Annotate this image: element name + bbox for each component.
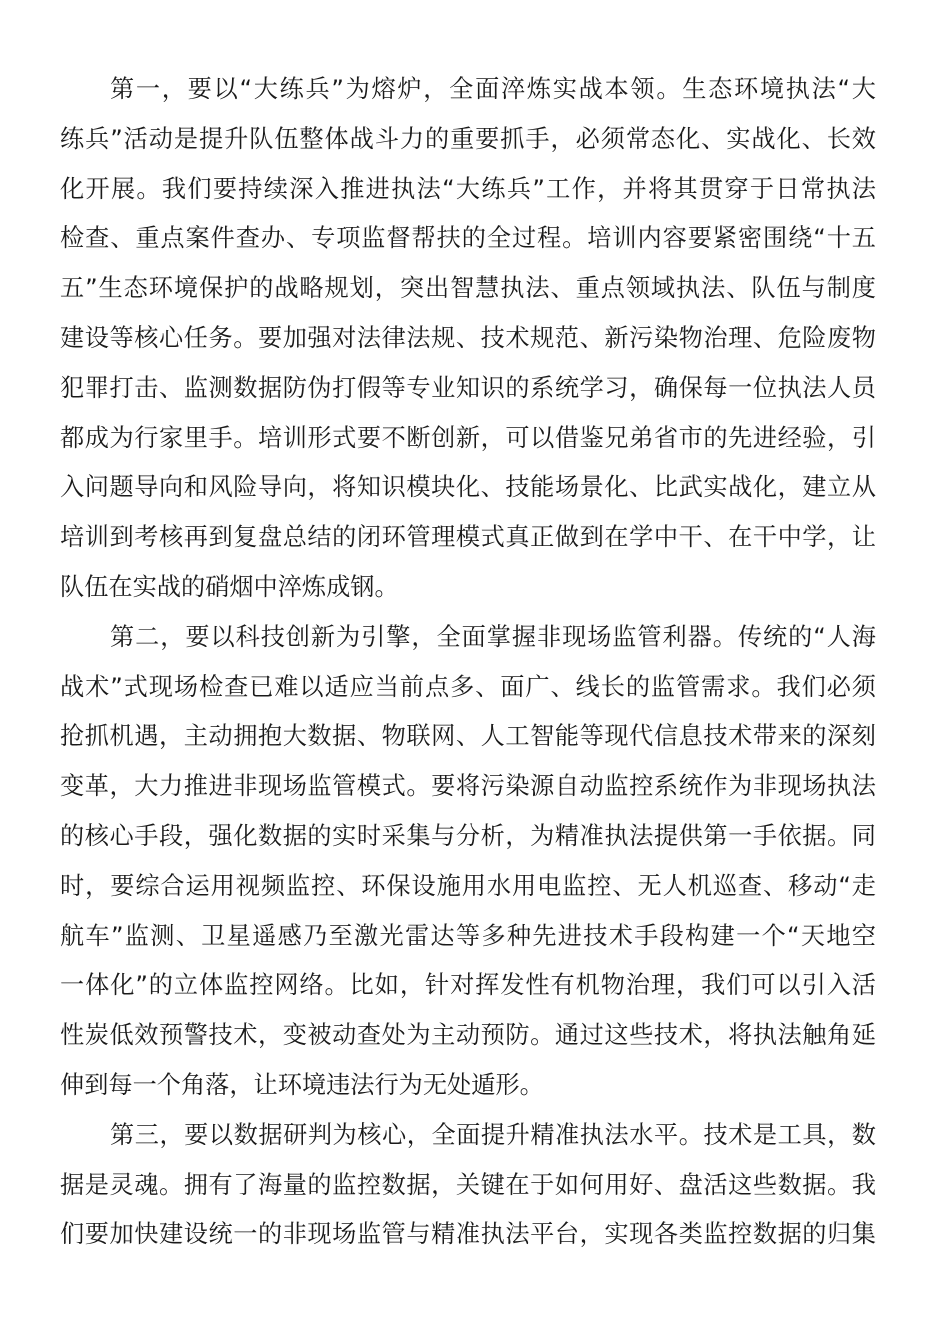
- text-line: 第一，要以“大练兵”为熔炉，全面淬炼实战本领。生态环境执法“大: [110, 75, 876, 103]
- text-line: 性炭低效预警技术，变被动查处为主动预防。通过这些技术，将执法触角延: [60, 1021, 876, 1050]
- text-line: 们要加快建设统一的非现场监管与精准执法平台，实现各类监控数据的归集: [60, 1220, 876, 1249]
- text-line: 抢抓机遇，主动拥抱大数据、物联网、人工智能等现代信息技术带来的深刻: [60, 722, 876, 751]
- paragraph: [60, 1111, 876, 1260]
- text-line: 伸到每一个角落，让环境违法行为无处遁形。: [60, 1070, 544, 1099]
- text-line: 第二，要以科技创新为引擎，全面掌握非现场监管利器。传统的“人海: [110, 622, 876, 651]
- text-line: 培训到考核再到复盘总结的闭环管理模式真正做到在学中干、在干中学，让: [60, 523, 876, 552]
- text-line: 据是灵魂。拥有了海量的监控数据，关键在于如何用好、盘活这些数据。我: [60, 1170, 876, 1199]
- text-line: 建设等核心任务。要加强对法律法规、技术规范、新污染物治理、危险废物: [60, 323, 876, 352]
- text-line: 化开展。我们要持续深入推进执法“大练兵”工作，并将其贯穿于日常执法: [60, 174, 876, 203]
- text-line: 一体化”的立体监控网络。比如，针对挥发性有机物治理，我们可以引入活: [60, 971, 876, 1000]
- text-line: 队伍在实战的硝烟中淬炼成钢。: [60, 572, 399, 601]
- paragraph: [60, 65, 876, 613]
- text-line: 时，要综合运用视频监控、环保设施用水用电监控、无人机巡查、移动“走: [60, 871, 876, 900]
- text-line: 五”生态环境保护的战略规划，突出智慧执法、重点领域执法、队伍与制度: [60, 274, 876, 303]
- text-line: 变革，大力推进非现场监管模式。要将污染源自动监控系统作为非现场执法: [60, 772, 876, 801]
- text-line: 第三，要以数据研判为核心，全面提升精准执法水平。技术是工具，数: [110, 1120, 876, 1149]
- text-line: 检查、重点案件查办、专项监督帮扶的全过程。培训内容要紧密围绕“十五: [60, 224, 876, 253]
- text-line: 的核心手段，强化数据的实时采集与分析，为精准执法提供第一手依据。同: [60, 821, 876, 850]
- paragraph: [60, 613, 876, 1111]
- text-line: 练兵”活动是提升队伍整体战斗力的重要抓手，必须常态化、实战化、长效: [60, 124, 876, 153]
- text-line: 都成为行家里手。培训形式要不断创新，可以借鉴兄弟省市的先进经验，引: [60, 423, 876, 452]
- text-line: 战术”式现场检查已难以适应当前点多、面广、线长的监管需求。我们必须: [60, 672, 876, 701]
- document-body: [60, 65, 876, 1260]
- text-line: 入问题导向和风险导向，将知识模块化、技能场景化、比武实战化，建立从: [60, 473, 876, 502]
- text-line: 犯罪打击、监测数据防伪打假等专业知识的系统学习，确保每一位执法人员: [60, 373, 876, 402]
- text-line: 航车”监测、卫星遥感乃至激光雷达等多种先进技术手段构建一个“天地空: [60, 921, 876, 950]
